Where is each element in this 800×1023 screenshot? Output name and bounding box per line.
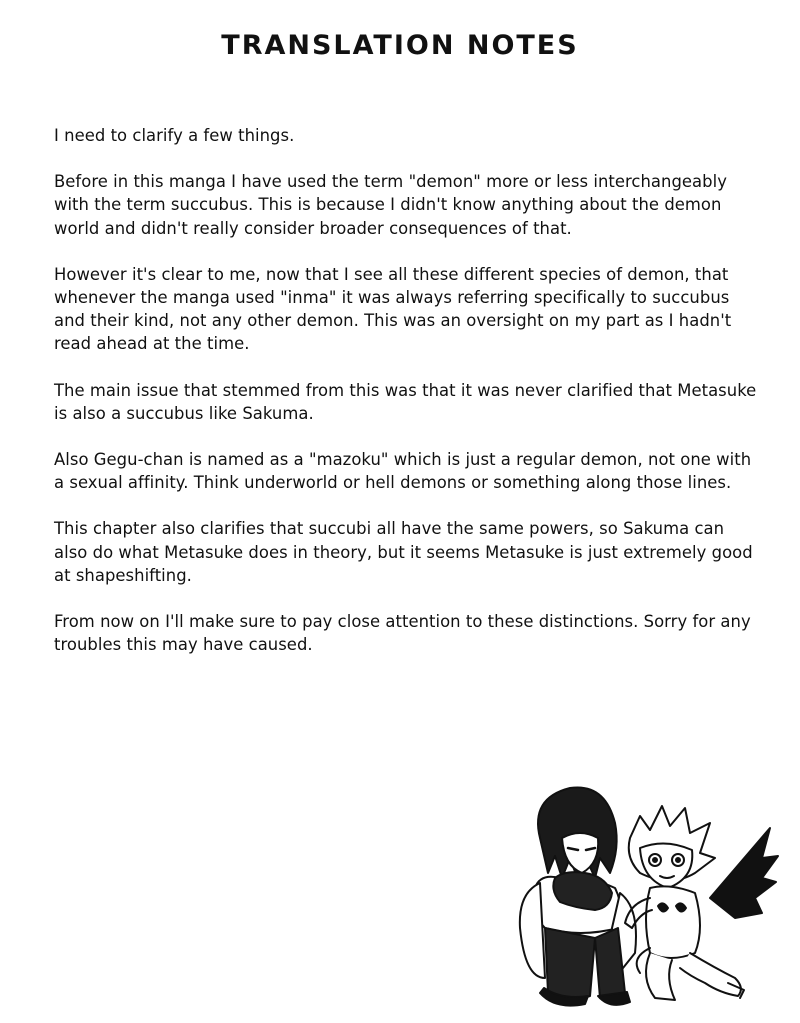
seated-dark-haired-character <box>520 787 636 1005</box>
note-paragraph: Before in this manga I have used the term "demon" more or less interchangeably with the term succubus. This is because I didn't know anything about the demon world and didn't really consider broader consequences of that. <box>54 172 727 238</box>
notes-body <box>54 124 762 679</box>
note-paragraph: However it's clear to me, now that I see all these different species of demon, that whenever the manga used "inma" it was always referring specifically to succubus and their kind, not any other demon. This was an oversight on my part as I hadn't read ahead at the time. <box>54 264 732 354</box>
note-paragraph: This chapter also clarifies that succubi all have the same powers, so Sakuma can also do what Metasuke does in theory, but it seems Metasuke is just extremely good at shapeshifting. <box>54 519 753 585</box>
note-paragraph: Also Gegu-chan is named as a "mazoku" which is just a regular demon, not one with a sexual affinity. Think underworld or hell demons or something along those lines. <box>54 450 752 493</box>
note-paragraph: I need to clarify a few things. <box>54 126 295 145</box>
page-title: TRANSLATION NOTES <box>221 30 579 61</box>
note-paragraph: The main issue that stemmed from this was that it was never clarified that Metasuke is also a succubus like Sakuma. <box>54 380 757 423</box>
seated-demon-character <box>625 806 778 1000</box>
manga-characters-illustration <box>500 778 780 1018</box>
note-paragraph: From now on I'll make sure to pay close attention to these distinctions. Sorry for any troubles this may have caused. <box>54 612 751 655</box>
